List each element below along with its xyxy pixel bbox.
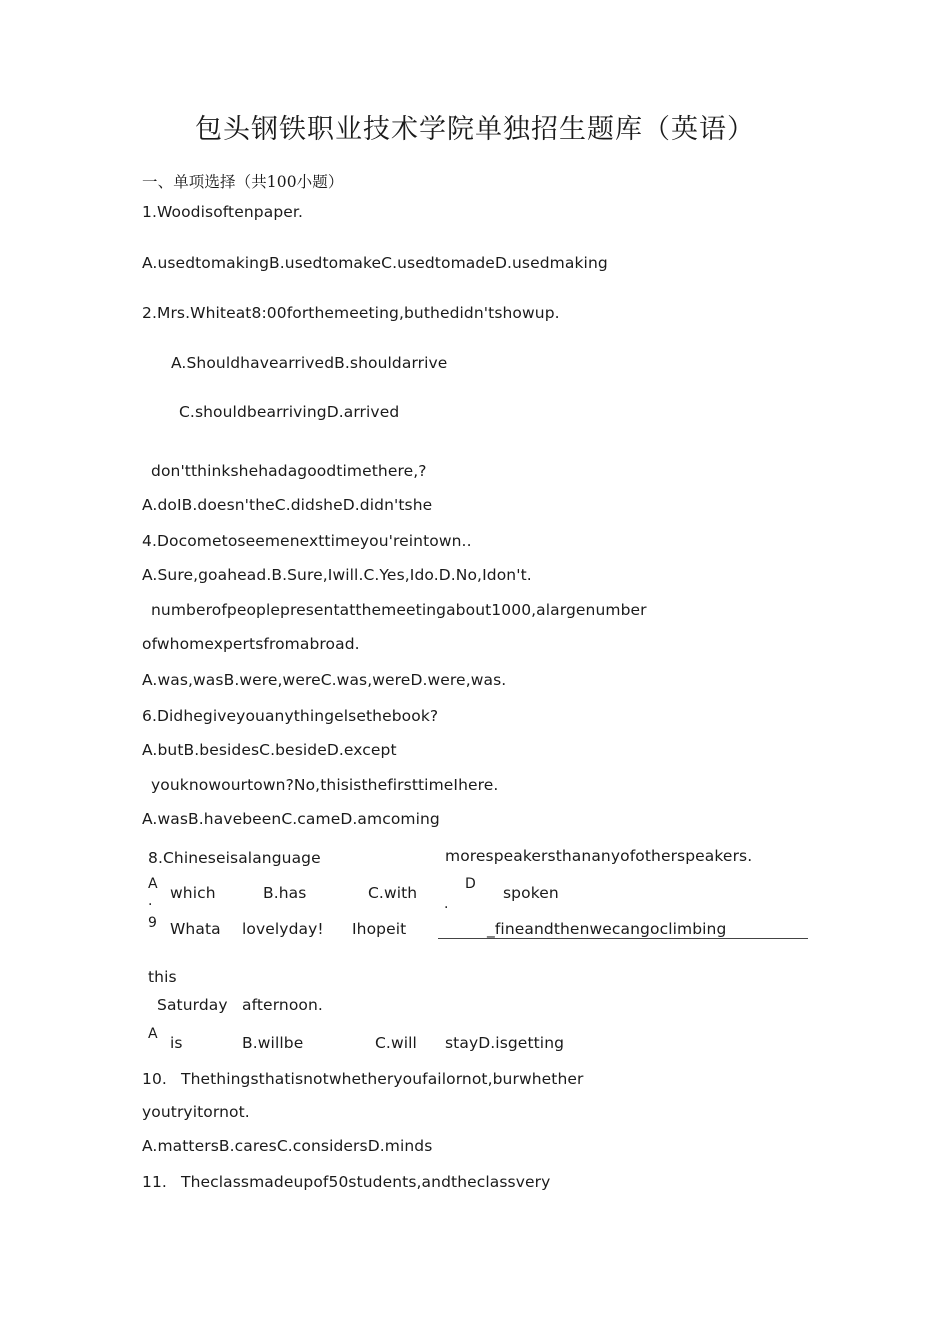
question-8-option-a: which <box>170 884 216 902</box>
question-4-options: A.Sure,goahead.B.Sure,Iwill.C.Yes,Ido.D.No,Idon't. <box>142 566 532 584</box>
question-2-options-c: C.shouldbearrivingD.arrived <box>179 403 400 421</box>
question-5-options: A.was,wasB.were,wereC.was,wereD.were,was. <box>142 671 507 689</box>
question-9-option-d: stayD.isgetting <box>445 1034 565 1052</box>
question-8-option-a-letter: A <box>148 876 158 892</box>
question-8-option-d-dot: . <box>444 896 449 912</box>
question-6-options: A.butB.besidesC.besideD.except <box>142 741 397 759</box>
question-8-option-b: B.has <box>263 884 307 902</box>
question-9-option-a: is <box>170 1034 183 1052</box>
question-9-word-2: lovelyday! <box>242 920 324 938</box>
question-11: Theclassmadeupof50students,andtheclassvery <box>181 1173 551 1191</box>
question-4: 4.Docometoseemenexttimeyou'reintown.. <box>142 532 472 550</box>
question-2: 2.Mrs.Whiteat8:00forthemeeting,buthedidn'tshowup. <box>142 304 560 322</box>
question-8-right: morespeakersthananyofotherspeakers. <box>445 847 753 865</box>
question-3: don'tthinkshehadagoodtimethere,? <box>151 462 427 480</box>
question-9-number: 9 <box>148 915 158 931</box>
question-9-option-b: B.willbe <box>242 1034 304 1052</box>
question-6: 6.Didhegiveyouanythingelsethebook? <box>142 707 439 725</box>
question-10: Thethingsthatisnotwhetheryoufailornot,burwhether <box>181 1070 584 1088</box>
question-10-line-2: youtryitornot. <box>142 1103 250 1121</box>
section-heading: 一、单项选择（共100小题） <box>142 173 344 191</box>
question-7: youknowourtown?No,thisisthefirsttimeIhere. <box>151 776 499 794</box>
question-5-line-2: ofwhomexpertsfromabroad. <box>142 635 360 653</box>
question-8-left: 8.Chineseisalanguage <box>148 849 321 867</box>
page-title: 包头钢铁职业技术学院单独招生题库（英语） <box>195 114 755 145</box>
question-10-options: A.mattersB.caresC.considersD.minds <box>142 1137 433 1155</box>
question-2-options-a: A.ShouldhavearrivedB.shouldarrive <box>171 354 448 372</box>
question-9-blank-text: _fineandthenwecangoclimbing <box>487 920 727 938</box>
question-1-options: A.usedtomakingB.usedtomakeC.usedtomadeD.usedmaking <box>142 254 608 272</box>
question-7-options: A.wasB.havebeenC.cameD.amcoming <box>142 810 440 828</box>
question-8-option-c: C.with <box>368 884 418 902</box>
question-9-word-1: Whata <box>170 920 221 938</box>
question-8-option-a-dot: . <box>148 893 153 909</box>
question-9-continuation-1: this <box>148 968 177 986</box>
question-9-option-c: C.will <box>375 1034 417 1052</box>
question-5-line-1: numberofpeoplepresentatthemeetingabout1000,alargenumber <box>151 601 647 619</box>
question-11-number: 11. <box>142 1173 167 1191</box>
question-9-word-3: Ihopeit <box>352 920 407 938</box>
question-8-option-d-letter: D <box>465 876 476 892</box>
question-9-continuation-2b: afternoon. <box>242 996 323 1014</box>
question-10-number: 10. <box>142 1070 167 1088</box>
question-9-continuation-2a: Saturday <box>157 996 228 1014</box>
question-3-options: A.doIB.doesn'theC.didsheD.didn'tshe <box>142 496 433 514</box>
question-9-option-a-letter: A <box>148 1026 158 1042</box>
question-8-option-d: spoken <box>503 884 559 902</box>
question-1: 1.Woodisoftenpaper. <box>142 203 303 221</box>
